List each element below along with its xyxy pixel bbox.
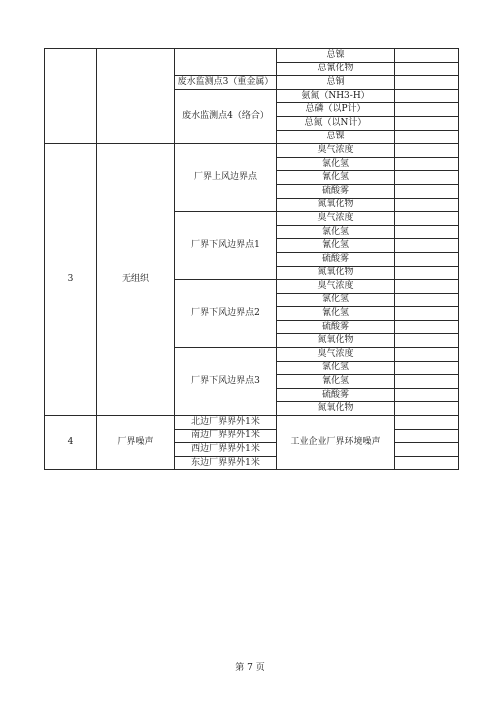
type-cell-empty — [97, 49, 175, 144]
blank-cell — [395, 116, 459, 130]
item-cell: 臭气浓度 — [277, 348, 395, 362]
blank-cell — [395, 144, 459, 158]
blank-cell — [395, 429, 459, 443]
point-cell: 南边厂界界外1米 — [175, 429, 277, 443]
item-cell: 氰化氢 — [277, 239, 395, 253]
blank-cell — [395, 171, 459, 185]
blank-cell — [395, 130, 459, 144]
item-cell: 总铜 — [277, 76, 395, 90]
item-cell: 工业企业厂界环境噪声 — [277, 416, 395, 470]
blank-cell — [395, 334, 459, 348]
point-cell: 废水监测点4（络合） — [175, 89, 277, 143]
page-number: 第 7 页 — [235, 663, 265, 673]
item-cell: 氮氧化物 — [277, 198, 395, 212]
blank-cell — [395, 443, 459, 457]
blank-cell — [395, 157, 459, 171]
item-cell: 氯化氢 — [277, 225, 395, 239]
item-cell: 硫酸雾 — [277, 320, 395, 334]
item-cell: 总磷（以P计） — [277, 103, 395, 117]
blank-cell — [395, 307, 459, 321]
table-row — [45, 49, 459, 63]
index-cell: 4 — [45, 416, 97, 470]
item-cell: 氮氧化物 — [277, 402, 395, 416]
item-cell: 氮氧化物 — [277, 266, 395, 280]
point-cell: 厂界下风边界点1 — [175, 212, 277, 280]
blank-cell — [395, 348, 459, 362]
blank-cell — [395, 416, 459, 430]
blank-cell — [395, 320, 459, 334]
table-row — [45, 144, 459, 158]
item-cell: 总氮（以N计） — [277, 116, 395, 130]
monitoring-table — [44, 48, 459, 470]
point-cell-empty — [175, 49, 277, 76]
blank-cell — [395, 198, 459, 212]
item-cell: 氯化氢 — [277, 157, 395, 171]
item-cell: 硫酸雾 — [277, 252, 395, 266]
point-cell: 厂界下风边界点2 — [175, 280, 277, 348]
item-cell: 氰化氢 — [277, 375, 395, 389]
blank-cell — [395, 361, 459, 375]
blank-cell — [395, 62, 459, 76]
blank-cell — [395, 375, 459, 389]
item-cell: 氮氧化物 — [277, 334, 395, 348]
blank-cell — [395, 49, 459, 63]
item-cell: 总氰化物 — [277, 62, 395, 76]
blank-cell — [395, 76, 459, 90]
item-cell: 总镍 — [277, 49, 395, 63]
type-cell: 无组织 — [97, 144, 175, 416]
blank-cell — [395, 212, 459, 226]
table-row — [45, 416, 459, 430]
blank-cell — [395, 89, 459, 103]
blank-cell — [395, 456, 459, 470]
blank-cell — [395, 388, 459, 402]
blank-cell — [395, 184, 459, 198]
item-cell: 总镍 — [277, 130, 395, 144]
blank-cell — [395, 225, 459, 239]
item-cell: 硫酸雾 — [277, 184, 395, 198]
blank-cell — [395, 252, 459, 266]
type-cell: 厂界噪声 — [97, 416, 175, 470]
blank-cell — [395, 293, 459, 307]
blank-cell — [395, 266, 459, 280]
item-cell: 臭气浓度 — [277, 280, 395, 294]
point-cell: 厂界下风边界点3 — [175, 348, 277, 416]
item-cell: 氰化氢 — [277, 171, 395, 185]
point-cell: 废水监测点3（重金属） — [175, 76, 277, 90]
blank-cell — [395, 402, 459, 416]
point-cell: 厂界上风边界点 — [175, 144, 277, 212]
item-cell: 氯化氢 — [277, 361, 395, 375]
blank-cell — [395, 280, 459, 294]
item-cell: 氯化氢 — [277, 293, 395, 307]
item-cell: 硫酸雾 — [277, 388, 395, 402]
blank-cell — [395, 103, 459, 117]
point-cell: 东边厂界界外1米 — [175, 456, 277, 470]
blank-cell — [395, 239, 459, 253]
item-cell: 氨氮（NH3-H） — [277, 89, 395, 103]
item-cell: 臭气浓度 — [277, 144, 395, 158]
point-cell: 西边厂界界外1米 — [175, 443, 277, 457]
index-cell: 3 — [45, 144, 97, 416]
point-cell: 北边厂界界外1米 — [175, 416, 277, 430]
item-cell: 氰化氢 — [277, 307, 395, 321]
index-cell-empty — [45, 49, 97, 144]
item-cell: 臭气浓度 — [277, 212, 395, 226]
